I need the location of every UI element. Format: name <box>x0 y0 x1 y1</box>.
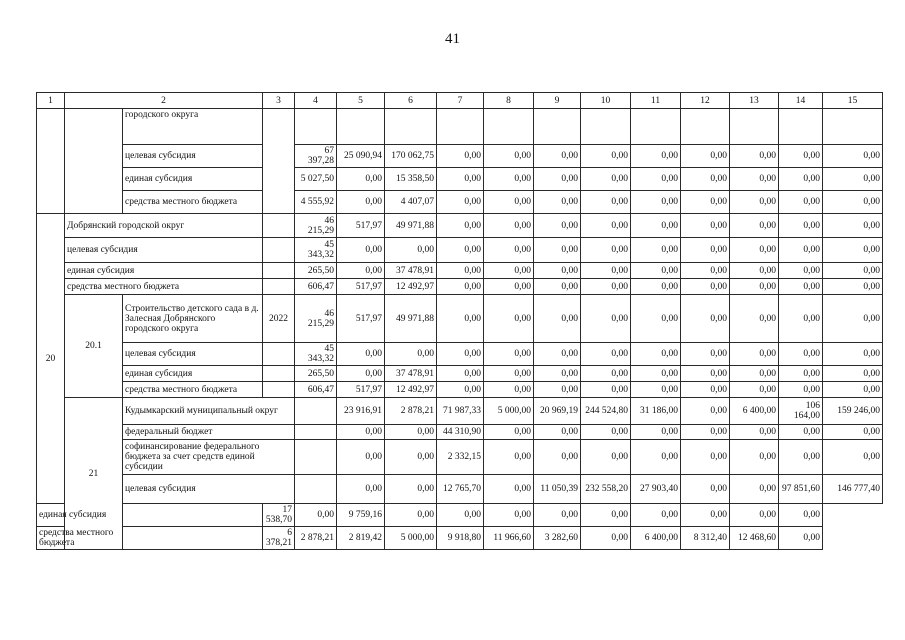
year-cell <box>263 279 295 295</box>
value-cell: 23 916,91 <box>337 398 385 425</box>
value-cell <box>534 109 581 145</box>
value-cell: 6 378,21 <box>263 527 295 550</box>
value-cell: 0,00 <box>484 279 534 295</box>
value-cell: 0,00 <box>437 295 484 343</box>
table-row <box>37 398 883 425</box>
value-cell: 0,00 <box>681 168 730 191</box>
value-cell: 0,00 <box>484 214 534 238</box>
col-header: 9 <box>534 93 581 109</box>
row-label: единая субсидия <box>37 504 123 527</box>
row-label: средства местного бюджета <box>37 527 123 550</box>
value-cell: 0,00 <box>823 168 883 191</box>
value-cell <box>631 109 681 145</box>
value-cell: 0,00 <box>484 366 534 382</box>
value-cell: 0,00 <box>681 504 730 527</box>
value-cell: 0,00 <box>730 440 779 475</box>
value-cell: 37 478,91 <box>385 263 437 279</box>
value-cell: 0,00 <box>681 398 730 425</box>
value-cell: 0,00 <box>437 343 484 366</box>
value-cell: 0,00 <box>730 145 779 168</box>
value-cell: 3 282,60 <box>534 527 581 550</box>
col-header: 4 <box>295 93 337 109</box>
value-cell: 0,00 <box>534 440 581 475</box>
value-cell: 0,00 <box>337 238 385 263</box>
table-row <box>37 168 883 191</box>
value-cell: 0,00 <box>631 191 681 214</box>
value-cell: 0,00 <box>681 295 730 343</box>
value-cell: 606,47 <box>295 279 337 295</box>
value-cell: 0,00 <box>823 279 883 295</box>
row-label: единая субсидия <box>123 168 263 191</box>
value-cell: 0,00 <box>823 295 883 343</box>
value-cell: 0,00 <box>779 425 823 440</box>
value-cell: 4 407,07 <box>385 191 437 214</box>
table-row <box>37 145 883 168</box>
value-cell: 25 090,94 <box>337 145 385 168</box>
value-cell: 0,00 <box>779 527 823 550</box>
value-cell: 0,00 <box>779 366 823 382</box>
value-cell: 17 538,70 <box>263 504 295 527</box>
value-cell: 0,00 <box>779 382 823 398</box>
value-cell: 0,00 <box>681 279 730 295</box>
value-cell: 0,00 <box>779 440 823 475</box>
budget-table <box>36 92 883 550</box>
value-cell: 6 400,00 <box>730 398 779 425</box>
value-cell: 0,00 <box>581 191 631 214</box>
value-cell: 11 050,39 <box>534 475 581 504</box>
value-cell <box>681 109 730 145</box>
value-cell: 9 759,16 <box>337 504 385 527</box>
value-cell: 0,00 <box>337 168 385 191</box>
value-cell: 0,00 <box>581 527 631 550</box>
value-cell: 0,00 <box>581 366 631 382</box>
value-cell: 0,00 <box>534 263 581 279</box>
value-cell: 0,00 <box>823 366 883 382</box>
page-number: 41 <box>445 31 460 47</box>
value-cell: 0,00 <box>730 295 779 343</box>
value-cell: 0,00 <box>730 279 779 295</box>
value-cell: 0,00 <box>823 145 883 168</box>
value-cell: 45 343,32 <box>295 238 337 263</box>
row-label: целевая субсидия <box>123 145 263 168</box>
row-label: целевая субсидия <box>123 343 263 366</box>
value-cell: 4 555,92 <box>295 191 337 214</box>
value-cell: 0,00 <box>437 145 484 168</box>
item-number: 21 <box>65 398 123 550</box>
value-cell: 0,00 <box>779 145 823 168</box>
value-cell: 12 765,70 <box>437 475 484 504</box>
value-cell: 97 851,60 <box>779 475 823 504</box>
value-cell: 0,00 <box>681 145 730 168</box>
year-cell <box>295 425 337 440</box>
table-row <box>37 191 883 214</box>
value-cell: 0,00 <box>681 475 730 504</box>
value-cell: 0,00 <box>631 145 681 168</box>
value-cell: 0,00 <box>779 263 823 279</box>
value-cell: 37 478,91 <box>385 366 437 382</box>
value-cell: 0,00 <box>730 504 779 527</box>
row-label: средства местного бюджета <box>65 279 263 295</box>
value-cell: 0,00 <box>437 279 484 295</box>
value-cell: 0,00 <box>631 279 681 295</box>
value-cell: 2 332,15 <box>437 440 484 475</box>
value-cell: 0,00 <box>823 263 883 279</box>
value-cell: 0,00 <box>337 191 385 214</box>
value-cell: 0,00 <box>681 343 730 366</box>
sub-item-number: 20.1 <box>65 295 123 398</box>
value-cell: 71 987,33 <box>437 398 484 425</box>
value-cell <box>385 109 437 145</box>
value-cell: 0,00 <box>581 238 631 263</box>
value-cell <box>337 109 385 145</box>
value-cell: 0,00 <box>581 168 631 191</box>
value-cell: 0,00 <box>484 263 534 279</box>
value-cell: 0,00 <box>385 343 437 366</box>
value-cell: 0,00 <box>437 382 484 398</box>
value-cell: 2 878,21 <box>295 527 337 550</box>
value-cell: 11 966,60 <box>484 527 534 550</box>
value-cell: 0,00 <box>385 504 437 527</box>
value-cell: 0,00 <box>823 214 883 238</box>
value-cell: 2 878,21 <box>385 398 437 425</box>
value-cell: 0,00 <box>385 440 437 475</box>
object-name: Строительство детского сада в д. Залесная Добрянского городского округа <box>123 295 263 343</box>
value-cell: 0,00 <box>631 343 681 366</box>
value-cell: 0,00 <box>779 168 823 191</box>
value-cell <box>484 109 534 145</box>
year-cell <box>263 382 295 398</box>
value-cell: 0,00 <box>631 214 681 238</box>
year-cell: 2022 <box>263 295 295 343</box>
value-cell: 0,00 <box>534 366 581 382</box>
value-cell: 20 969,19 <box>534 398 581 425</box>
row-label: единая субсидия <box>123 366 263 382</box>
row-label: целевая субсидия <box>65 238 263 263</box>
value-cell: 0,00 <box>581 214 631 238</box>
value-cell: 0,00 <box>730 168 779 191</box>
value-cell: 0,00 <box>484 382 534 398</box>
value-cell: 0,00 <box>484 440 534 475</box>
year-cell <box>263 343 295 366</box>
value-cell: 606,47 <box>295 382 337 398</box>
value-cell: 0,00 <box>337 263 385 279</box>
value-cell <box>295 109 337 145</box>
value-cell: 0,00 <box>337 425 385 440</box>
value-cell: 265,50 <box>295 263 337 279</box>
value-cell: 0,00 <box>823 343 883 366</box>
value-cell: 12 492,97 <box>385 382 437 398</box>
value-cell: 0,00 <box>581 425 631 440</box>
value-cell: 0,00 <box>437 214 484 238</box>
value-cell: 0,00 <box>823 440 883 475</box>
value-cell: 0,00 <box>681 425 730 440</box>
value-cell: 15 358,50 <box>385 168 437 191</box>
col-header: 1 <box>37 93 65 109</box>
row-label: целевая субсидия <box>123 475 295 504</box>
value-cell: 0,00 <box>581 145 631 168</box>
value-cell: 0,00 <box>681 238 730 263</box>
item-number-cell <box>37 109 65 214</box>
value-cell: 0,00 <box>534 238 581 263</box>
value-cell: 0,00 <box>385 425 437 440</box>
value-cell: 0,00 <box>437 366 484 382</box>
year-cell <box>263 109 295 214</box>
value-cell: 31 186,00 <box>631 398 681 425</box>
value-cell: 0,00 <box>631 263 681 279</box>
value-cell: 46 215,29 <box>295 295 337 343</box>
value-cell: 0,00 <box>484 504 534 527</box>
table-row <box>37 109 883 145</box>
value-cell: 44 310,90 <box>437 425 484 440</box>
col-header: 7 <box>437 93 484 109</box>
col-header: 11 <box>631 93 681 109</box>
value-cell: 0,00 <box>484 295 534 343</box>
value-cell: 5 027,50 <box>295 168 337 191</box>
value-cell: 49 971,88 <box>385 214 437 238</box>
value-cell: 0,00 <box>437 504 484 527</box>
value-cell: 0,00 <box>437 168 484 191</box>
table-row <box>37 475 883 504</box>
value-cell: 0,00 <box>681 366 730 382</box>
col-header: 15 <box>823 93 883 109</box>
value-cell: 67 397,28 <box>295 145 337 168</box>
value-cell: 0,00 <box>779 279 823 295</box>
value-cell: 9 918,80 <box>437 527 484 550</box>
value-cell: 0,00 <box>823 382 883 398</box>
value-cell: 0,00 <box>779 238 823 263</box>
value-cell: 0,00 <box>730 214 779 238</box>
value-cell: 0,00 <box>631 366 681 382</box>
value-cell: 0,00 <box>534 168 581 191</box>
value-cell: 0,00 <box>631 238 681 263</box>
year-cell <box>295 475 337 504</box>
table-row <box>37 527 883 550</box>
sub-number-cell <box>65 109 123 214</box>
value-cell: 0,00 <box>534 425 581 440</box>
table-row <box>37 366 883 382</box>
value-cell: 0,00 <box>730 238 779 263</box>
district-name: Кудымкарский муниципальный округ <box>123 398 295 425</box>
value-cell: 5 000,00 <box>484 398 534 425</box>
value-cell: 0,00 <box>337 366 385 382</box>
year-cell <box>263 263 295 279</box>
value-cell: 0,00 <box>484 145 534 168</box>
row-label: софинансирование федерального бюджета за счет средств единой субсидии <box>123 440 295 475</box>
object-name-cell: городского округа <box>123 109 263 145</box>
table-row <box>37 263 883 279</box>
value-cell: 0,00 <box>730 191 779 214</box>
value-cell: 0,00 <box>337 475 385 504</box>
row-label: средства местного бюджета <box>123 191 263 214</box>
value-cell: 0,00 <box>534 191 581 214</box>
value-cell: 0,00 <box>581 382 631 398</box>
value-cell: 0,00 <box>681 214 730 238</box>
header-row <box>37 93 883 109</box>
value-cell: 0,00 <box>437 263 484 279</box>
year-cell <box>263 238 295 263</box>
col-header: 2 <box>65 93 263 109</box>
value-cell: 0,00 <box>484 425 534 440</box>
value-cell: 12 468,60 <box>730 527 779 550</box>
year-cell <box>263 366 295 382</box>
value-cell: 0,00 <box>581 440 631 475</box>
value-cell: 8 312,40 <box>681 527 730 550</box>
value-cell: 0,00 <box>385 475 437 504</box>
value-cell: 0,00 <box>823 425 883 440</box>
value-cell: 0,00 <box>534 295 581 343</box>
value-cell: 0,00 <box>631 168 681 191</box>
year-cell <box>295 440 337 475</box>
col-header: 13 <box>730 93 779 109</box>
value-cell: 0,00 <box>581 263 631 279</box>
value-cell <box>581 109 631 145</box>
col-header: 10 <box>581 93 631 109</box>
table-row <box>37 343 883 366</box>
value-cell: 12 492,97 <box>385 279 437 295</box>
table-row <box>37 425 883 440</box>
table-row <box>37 382 883 398</box>
value-cell: 0,00 <box>779 343 823 366</box>
col-header: 6 <box>385 93 437 109</box>
value-cell: 0,00 <box>779 214 823 238</box>
value-cell: 0,00 <box>681 191 730 214</box>
table-row <box>37 504 883 527</box>
value-cell: 146 777,40 <box>823 475 883 504</box>
value-cell: 0,00 <box>484 168 534 191</box>
value-cell <box>437 109 484 145</box>
value-cell: 232 558,20 <box>581 475 631 504</box>
value-cell: 0,00 <box>730 475 779 504</box>
value-cell <box>730 109 779 145</box>
value-cell: 0,00 <box>534 279 581 295</box>
value-cell: 0,00 <box>631 440 681 475</box>
value-cell: 517,97 <box>337 382 385 398</box>
value-cell: 106 164,00 <box>779 398 823 425</box>
value-cell: 0,00 <box>779 191 823 214</box>
value-cell <box>823 109 883 145</box>
value-cell <box>779 109 823 145</box>
value-cell: 0,00 <box>337 440 385 475</box>
col-header: 5 <box>337 93 385 109</box>
value-cell: 0,00 <box>681 382 730 398</box>
value-cell: 170 062,75 <box>385 145 437 168</box>
year-cell <box>295 398 337 425</box>
value-cell: 0,00 <box>437 238 484 263</box>
table-row <box>37 295 883 343</box>
value-cell: 0,00 <box>681 263 730 279</box>
value-cell: 0,00 <box>484 238 534 263</box>
value-cell: 0,00 <box>631 295 681 343</box>
table-row <box>37 279 883 295</box>
value-cell: 0,00 <box>385 238 437 263</box>
value-cell: 0,00 <box>534 382 581 398</box>
value-cell: 0,00 <box>581 279 631 295</box>
table-row <box>37 440 883 475</box>
year-cell <box>123 504 263 527</box>
year-cell <box>263 214 295 238</box>
col-header: 8 <box>484 93 534 109</box>
value-cell: 517,97 <box>337 279 385 295</box>
value-cell: 0,00 <box>631 382 681 398</box>
value-cell: 0,00 <box>730 343 779 366</box>
value-cell: 517,97 <box>337 214 385 238</box>
value-cell: 0,00 <box>681 440 730 475</box>
table-row <box>37 238 883 263</box>
value-cell: 0,00 <box>295 504 337 527</box>
value-cell: 2 819,42 <box>337 527 385 550</box>
col-header: 14 <box>779 93 823 109</box>
value-cell: 0,00 <box>730 425 779 440</box>
value-cell: 0,00 <box>631 425 681 440</box>
value-cell: 6 400,00 <box>631 527 681 550</box>
value-cell: 0,00 <box>534 214 581 238</box>
year-cell <box>123 527 263 550</box>
value-cell: 0,00 <box>534 343 581 366</box>
row-label: единая субсидия <box>65 263 263 279</box>
value-cell: 5 000,00 <box>385 527 437 550</box>
value-cell: 49 971,88 <box>385 295 437 343</box>
value-cell: 0,00 <box>631 504 681 527</box>
table-body <box>37 93 883 550</box>
value-cell: 0,00 <box>730 366 779 382</box>
value-cell: 0,00 <box>730 382 779 398</box>
value-cell: 0,00 <box>581 295 631 343</box>
value-cell: 0,00 <box>823 238 883 263</box>
value-cell: 0,00 <box>779 504 823 527</box>
col-header: 12 <box>681 93 730 109</box>
value-cell: 0,00 <box>484 191 534 214</box>
value-cell: 265,50 <box>295 366 337 382</box>
value-cell: 0,00 <box>337 343 385 366</box>
value-cell: 45 343,32 <box>295 343 337 366</box>
value-cell: 517,97 <box>337 295 385 343</box>
value-cell: 27 903,40 <box>631 475 681 504</box>
value-cell: 159 246,00 <box>823 398 883 425</box>
table-row <box>37 214 883 238</box>
value-cell: 0,00 <box>437 191 484 214</box>
item-number: 20 <box>37 214 65 504</box>
value-cell: 46 215,29 <box>295 214 337 238</box>
value-cell: 0,00 <box>581 504 631 527</box>
value-cell: 0,00 <box>534 145 581 168</box>
value-cell: 0,00 <box>823 191 883 214</box>
value-cell: 0,00 <box>730 263 779 279</box>
value-cell: 0,00 <box>534 504 581 527</box>
col-header: 3 <box>263 93 295 109</box>
row-label: федеральный бюджет <box>123 425 295 440</box>
value-cell: 0,00 <box>484 343 534 366</box>
value-cell: 0,00 <box>581 343 631 366</box>
value-cell: 0,00 <box>779 295 823 343</box>
value-cell: 244 524,80 <box>581 398 631 425</box>
row-label: средства местного бюджета <box>123 382 263 398</box>
district-name: Добрянский городской округ <box>65 214 263 238</box>
value-cell: 0,00 <box>484 475 534 504</box>
